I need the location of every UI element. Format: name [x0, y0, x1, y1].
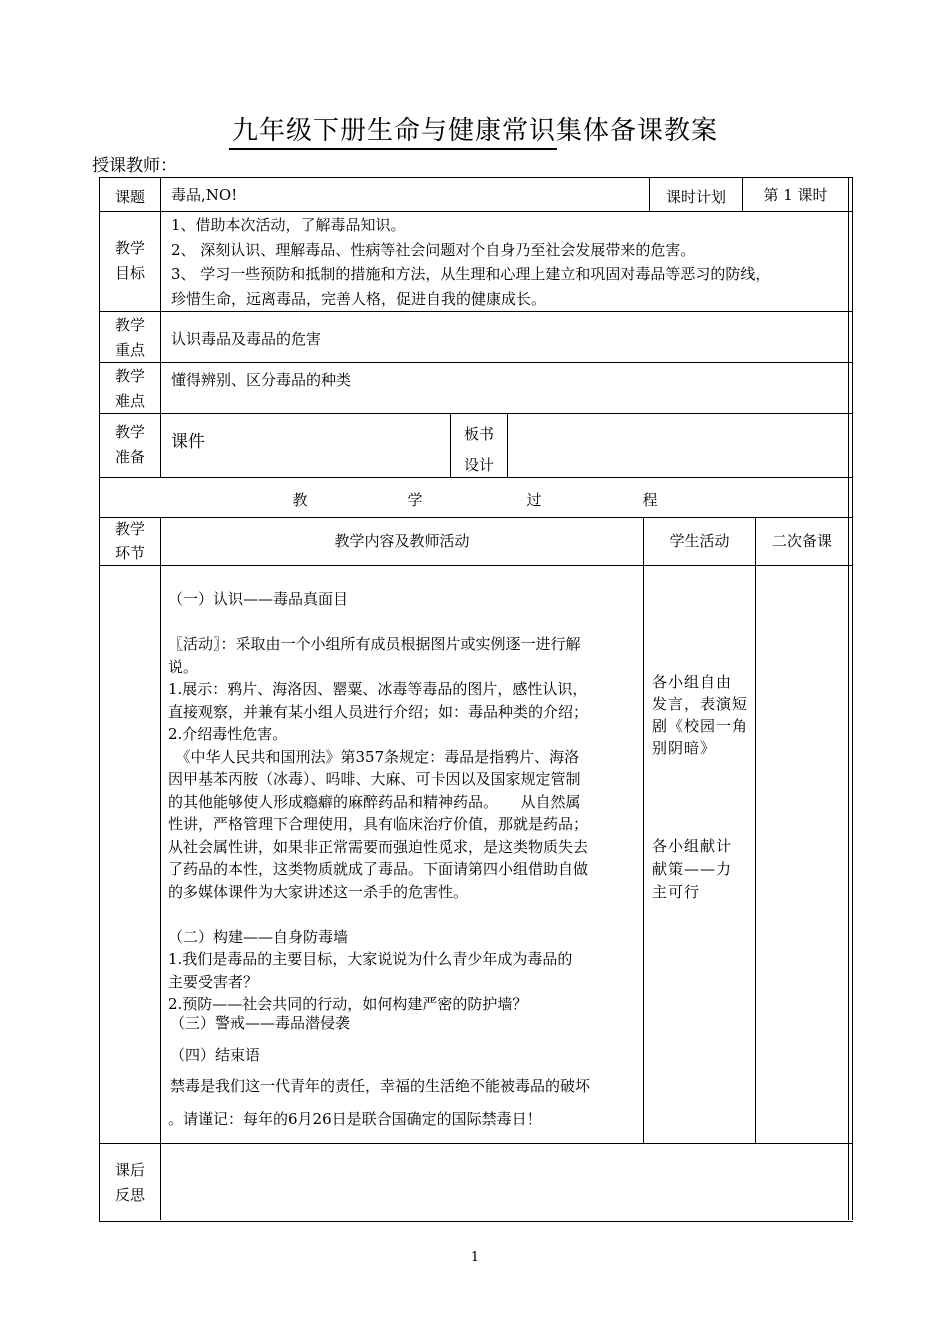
content-header: 教学内容及教师活动: [334, 532, 470, 550]
section-warning: （三）警戒——毒品潜侵袭: [170, 1014, 351, 1032]
row-divider: [99, 1143, 852, 1144]
goal-line: 1、借助本次活动，了解毒品知识。: [171, 216, 406, 234]
difficulty-label: [100, 364, 160, 414]
stage-header-line: 教学: [114, 520, 145, 538]
col-divider: [160, 177, 161, 477]
col-divider: [755, 517, 756, 1143]
process-header-char: 程: [642, 491, 658, 509]
process-header-char: 学: [407, 491, 423, 509]
table-right-border: [848, 177, 849, 1220]
lesson-plan-value: 第 1 课时: [763, 186, 828, 204]
content-line: 因甲基苯丙胺（冰毒）、吗啡、大麻、可卡因以及国家规定管制: [168, 770, 581, 788]
content-line: [168, 611, 640, 634]
row-divider: [99, 413, 852, 414]
key-label-line: 重点: [114, 341, 145, 359]
row-divider: [99, 211, 852, 212]
student-activity-line: 献策——力: [652, 860, 733, 878]
content-line: 直接观察，并兼有某小组人员进行介绍；如：毒品种类的介绍；: [168, 702, 589, 721]
content-line: 1.我们是毒品的主要目标，大家说说为什么青少年成为毒品的: [168, 950, 573, 968]
topic-value: 毒品,NO!: [171, 186, 238, 204]
table-right-border-outer: [852, 177, 853, 1220]
prep-label-line: 教学: [114, 423, 145, 441]
topic-label: 课题: [114, 188, 145, 206]
stage-header: [100, 517, 160, 565]
reflection-label-line: 课后: [114, 1161, 145, 1179]
page-number: 1: [470, 1250, 480, 1265]
content-line: 2.介绍毒性危害。: [168, 725, 288, 743]
content-line: 从社会属性讲，如果非正常需要而强迫性觅求，是这类物质失去: [168, 837, 589, 856]
teacher-label: 授课教师：: [92, 156, 177, 176]
student-activity-line: 各小组自由: [652, 673, 733, 691]
goals-label-line: 目标: [114, 264, 145, 282]
content-line: [168, 903, 640, 926]
content-line: 的其他能够使人形成瘾癖的麻醉药品和精神药品。 从自然属: [168, 792, 581, 811]
section-closing: （四）结束语: [170, 1046, 261, 1064]
board-label-line: 板书: [463, 425, 494, 443]
prep-value: 课件: [171, 432, 205, 452]
goals-label-line: 教学: [114, 239, 145, 257]
row-divider: [99, 565, 852, 566]
title-underline: [229, 148, 557, 150]
prep-label: [100, 420, 160, 470]
student-activity-line: 各小组献计: [652, 837, 733, 855]
content-line: 《中华人民共和国刑法》第357条规定：毒品是指鸦片、海洛: [168, 747, 580, 766]
reflection-label: [100, 1158, 160, 1208]
key-label-line: 教学: [114, 316, 145, 334]
content-line: 1.展示：鸦片、海洛因、罂粟、冰毒等毒品的图片，感性认识，: [168, 680, 588, 698]
prep-label-line: 准备: [114, 448, 145, 466]
closing-line: 禁毒是我们这一代青年的责任，幸福的生活绝不能被毒品的破坏: [170, 1077, 591, 1095]
secondary-header: 二次备课: [771, 532, 832, 550]
board-label-line: 设计: [463, 456, 494, 474]
content-line: 〖活动〗：采取由一个小组所有成员根据图片或实例逐一进行解: [168, 635, 581, 653]
key-label: [100, 313, 160, 363]
teaching-content: [168, 588, 640, 1016]
content-line: （一）认识——毒品真面目: [168, 590, 349, 608]
content-line: 的多媒体课件为大家讲述这一杀手的危害性。: [168, 882, 469, 901]
content-line: （二）构建——自身防毒墙: [168, 927, 349, 946]
stage-header-line: 环节: [114, 544, 145, 562]
difficulty-label-line: 难点: [114, 392, 145, 410]
row-divider: [99, 362, 852, 363]
goal-line: 2、 深刻认识、理解毒品、性病等社会问题对个自身乃至社会发展带来的危害。: [171, 240, 696, 259]
goal-line: 3、 学习一些预防和抵制的措施和方法，从生理和心理上建立和巩固对毒品等恶习的防线，: [171, 265, 771, 283]
student-activity-line: 剧《校园一角: [652, 717, 749, 735]
col-divider: [160, 517, 161, 1220]
student-activity-2: [652, 835, 752, 904]
difficulty-label-line: 教学: [114, 367, 145, 385]
reflection-label-line: 反思: [114, 1186, 145, 1204]
page-title: 九年级下册生命与健康常识集体备课教案: [231, 116, 718, 146]
difficulty-value: 懂得辨别、区分毒品的种类: [171, 371, 352, 389]
closing-line: 。请谨记：每年的6月26日是联合国确定的国际禁毒日！: [168, 1110, 542, 1128]
col-divider: [643, 517, 644, 1143]
key-value: 认识毒品及毒品的危害: [171, 330, 322, 348]
student-activity-line: 发言，表演短: [652, 695, 749, 713]
process-header-char: 过: [526, 491, 542, 509]
content-line: 主要受害者？: [168, 972, 259, 991]
content-line: 性讲，严格管理下合理使用，具有临床治疗价值，那就是药品；: [168, 815, 589, 833]
col-divider: [507, 413, 508, 477]
row-divider: [99, 311, 852, 312]
student-activity-line: 别阴暗》: [652, 739, 717, 757]
goals-text: [171, 213, 841, 311]
student-activity-line: 主可行: [652, 883, 701, 901]
content-line: 说。: [168, 657, 199, 676]
student-activity-1: [652, 671, 752, 759]
process-header-char: 教: [292, 491, 308, 509]
lesson-plan-label: 课时计划: [665, 188, 726, 206]
content-line: 2.预防——社会共同的行动，如何构建严密的防护墙？: [168, 995, 528, 1013]
goals-label: [100, 236, 160, 286]
student-header: 学生活动: [669, 532, 730, 550]
goal-line: 珍惜生命，远离毒品，完善人格，促进自我的健康成长。: [171, 289, 547, 308]
row-divider: [99, 517, 852, 518]
content-line: 了药品的本性，这类物质就成了毒品。下面请第四小组借助自做: [168, 860, 589, 878]
board-design-label: [451, 419, 507, 481]
